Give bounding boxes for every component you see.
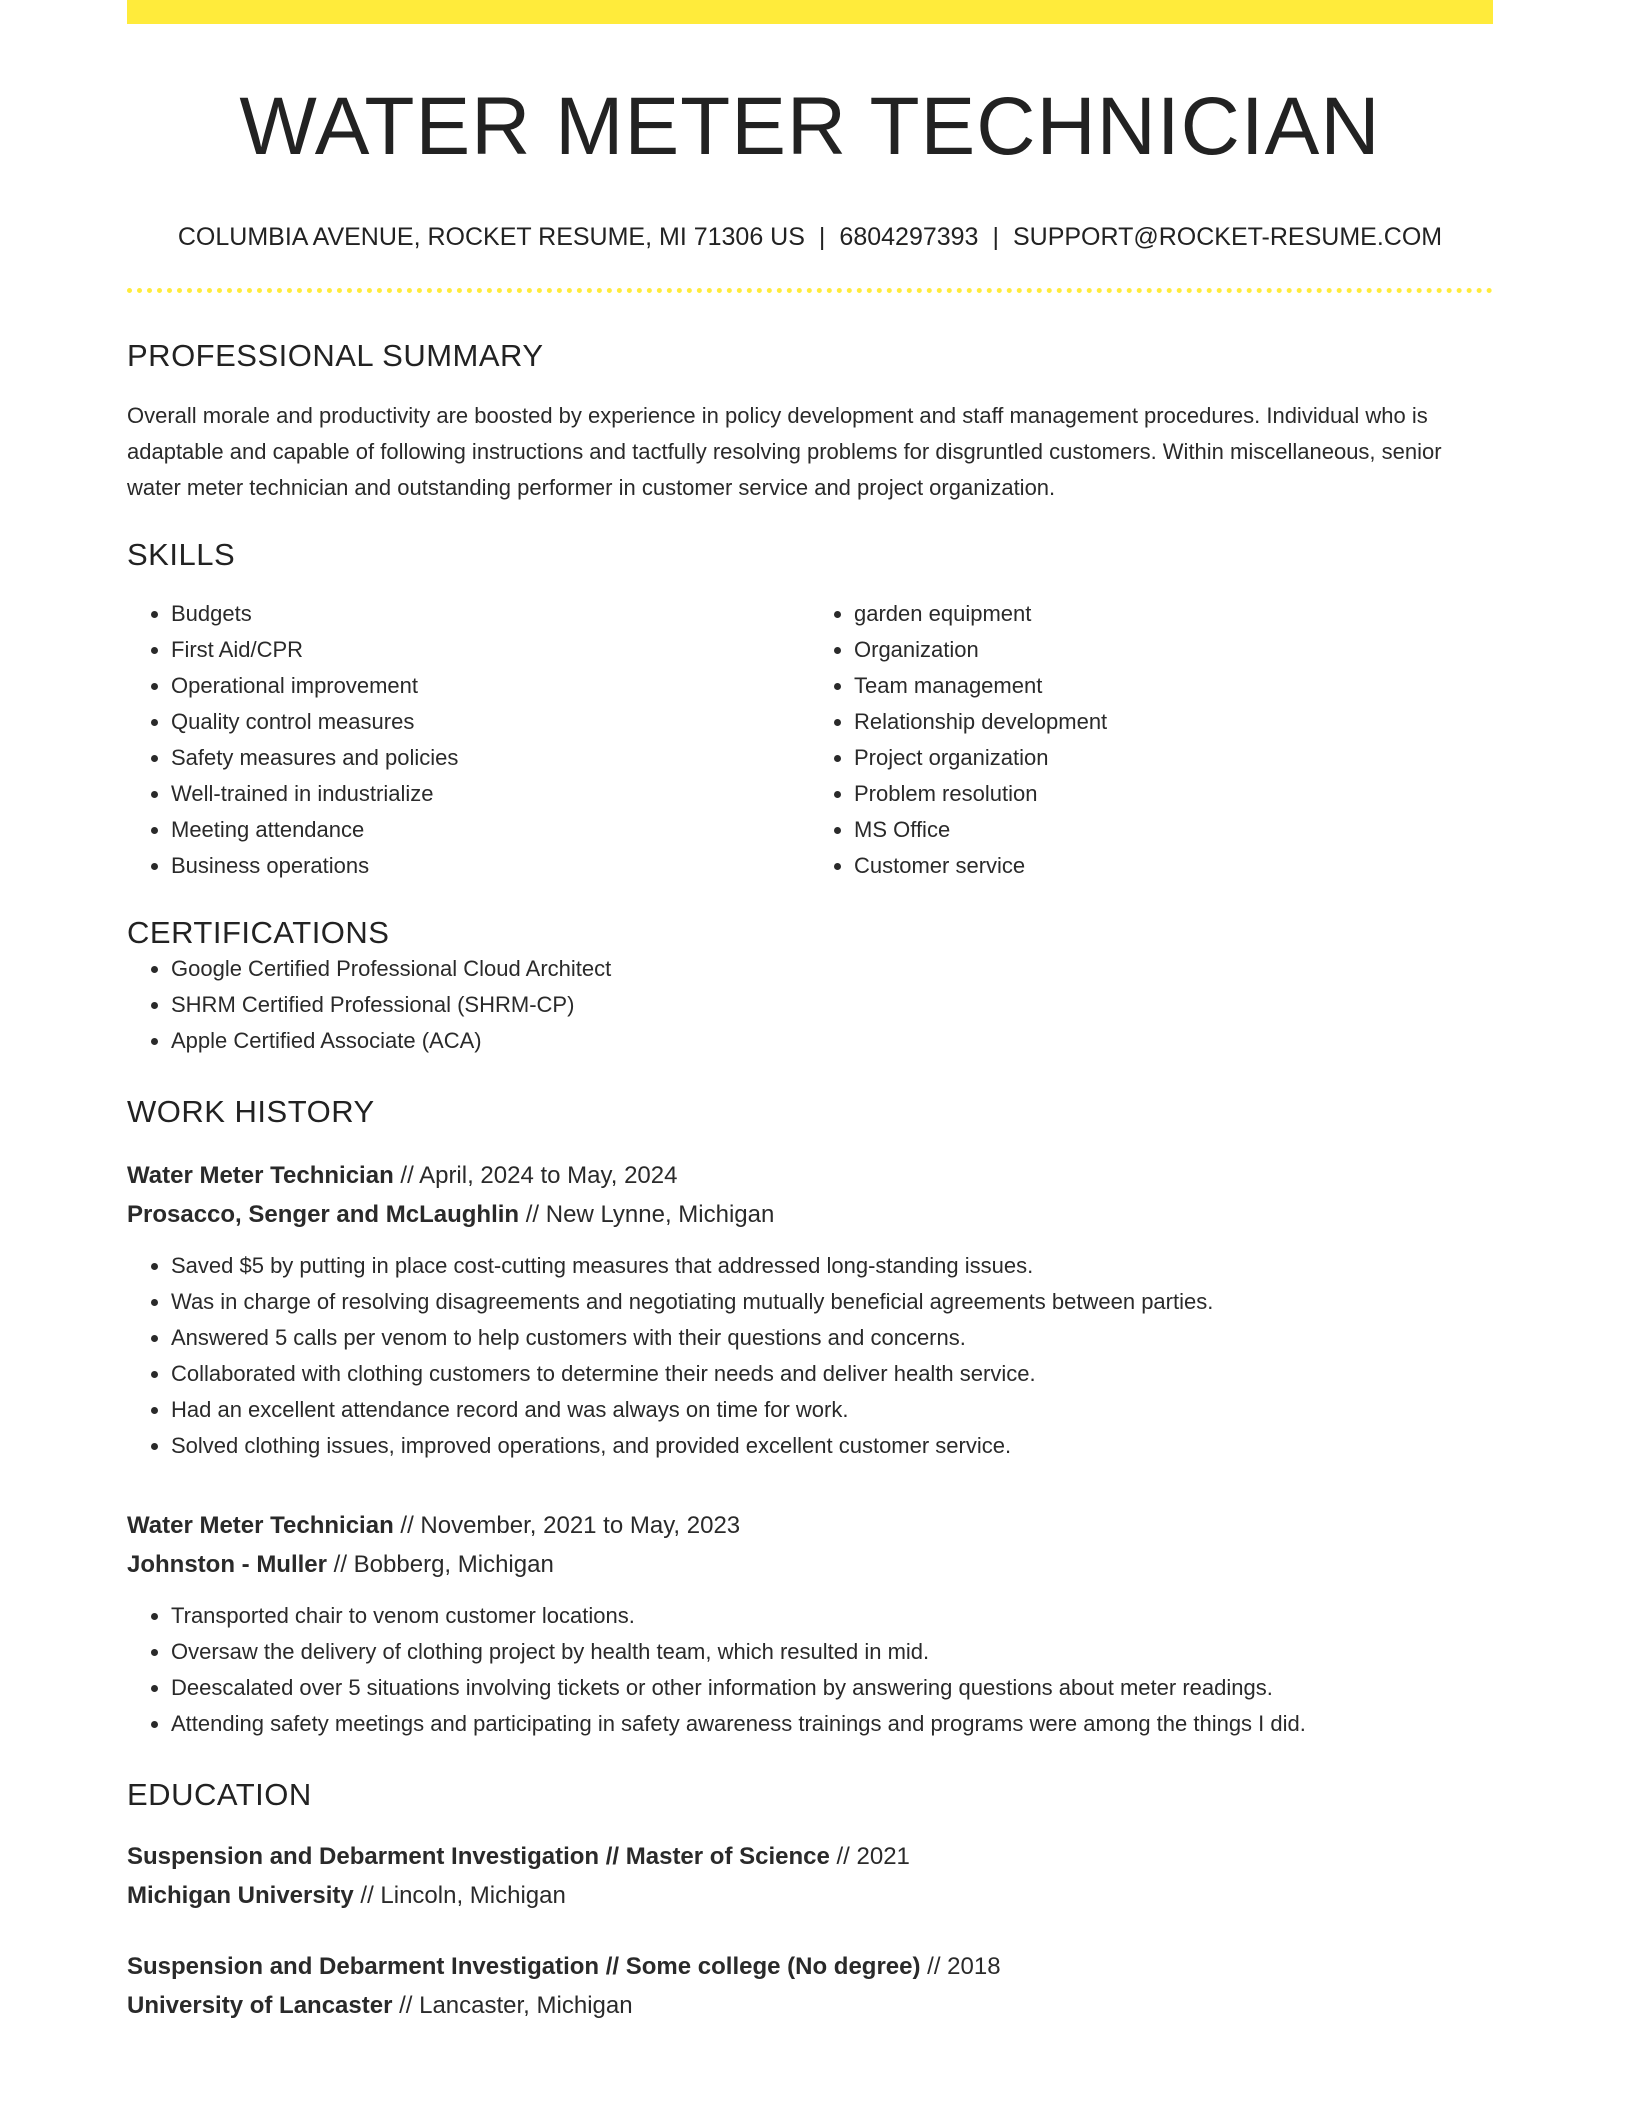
job-bullet: • Deescalated over 5 situations involving tickets or other information by answering questions about meter readings. bbox=[171, 1670, 1493, 1706]
job-role: Water Meter Technician bbox=[127, 1161, 394, 1189]
job-bullet: • Had an excellent attendance record and was always on time for work. bbox=[171, 1392, 1493, 1428]
certification-item: • Google Certified Professional Cloud Architect bbox=[171, 951, 1493, 987]
job-bullet: • Saved $5 by putting in place cost-cutting measures that addressed long-standing issues. bbox=[171, 1248, 1493, 1284]
skill-item: • garden equipment bbox=[854, 596, 1493, 632]
skills-list-left bbox=[127, 596, 810, 884]
skill-item: • First Aid/CPR bbox=[171, 632, 810, 668]
accent-bar bbox=[127, 0, 1493, 24]
job-company-line bbox=[127, 1545, 1493, 1584]
skill-item: • Project organization bbox=[854, 740, 1493, 776]
summary-heading: PROFESSIONAL SUMMARY bbox=[127, 338, 544, 374]
skill-item: • Relationship development bbox=[854, 704, 1493, 740]
skills-heading: SKILLS bbox=[127, 537, 236, 573]
skill-item: • MS Office bbox=[854, 812, 1493, 848]
work-history-heading: WORK HISTORY bbox=[127, 1093, 375, 1129]
skill-item: • Meeting attendance bbox=[171, 812, 810, 848]
job-bullet: • Oversaw the delivery of clothing project by health team, which resulted in mid. bbox=[171, 1634, 1493, 1670]
skills-columns bbox=[127, 596, 1493, 884]
education-degree-line bbox=[127, 1837, 1493, 1876]
contact-separator: | bbox=[818, 223, 826, 252]
job-bullets bbox=[127, 1598, 1493, 1742]
education-year: // 2018 bbox=[920, 1953, 1001, 1981]
skill-item: • Business operations bbox=[171, 848, 810, 884]
skills-list-right bbox=[810, 596, 1493, 884]
skill-item: • Team management bbox=[854, 668, 1493, 704]
summary-text: Overall morale and productivity are boosted by experience in policy development and staff management procedures. Individual who is adaptable and capable of following instructions and tactfully resolving problems for disgruntled customers. Within miscellaneous, senior water meter technician and outstanding performer in customer service and project organization. bbox=[127, 403, 1442, 501]
job-location: // New Lynne, Michigan bbox=[519, 1200, 775, 1228]
job-bullet: • Attending safety meetings and participating in safety awareness trainings and programs were among the things I did. bbox=[171, 1706, 1493, 1742]
job-company-line bbox=[127, 1195, 1493, 1234]
job-role: Water Meter Technician bbox=[127, 1511, 394, 1539]
job-bullet: • Was in charge of resolving disagreements and negotiating mutually beneficial agreements between parties. bbox=[171, 1284, 1493, 1320]
contact-email: SUPPORT@ROCKET-RESUME.COM bbox=[1012, 223, 1443, 252]
education-school-line bbox=[127, 1986, 1493, 2025]
contact-separator: | bbox=[992, 223, 999, 252]
certifications-list bbox=[127, 951, 1493, 1059]
education-school: Michigan University bbox=[127, 1882, 354, 1910]
job-company: Johnston - Muller bbox=[127, 1550, 327, 1578]
certifications-heading: CERTIFICATIONS bbox=[127, 914, 390, 950]
skill-item: • Quality control measures bbox=[171, 704, 810, 740]
job-title-line bbox=[127, 1506, 1493, 1545]
contact-phone: 6804297393 bbox=[839, 223, 979, 252]
skill-item: • Budgets bbox=[171, 596, 810, 632]
education-degree: Suspension and Debarment Investigation // Master of Science bbox=[127, 1843, 830, 1871]
skill-item: • Safety measures and policies bbox=[171, 740, 810, 776]
education-degree-line bbox=[127, 1947, 1493, 1986]
skill-item: • Operational improvement bbox=[171, 668, 810, 704]
job-bullet: • Transported chair to venom customer locations. bbox=[171, 1598, 1493, 1634]
skill-item: • Organization bbox=[854, 632, 1493, 668]
job-dates: // April, 2024 to May, 2024 bbox=[393, 1161, 678, 1189]
job-bullet: • Collaborated with clothing customers to determine their needs and deliver health service. bbox=[171, 1356, 1493, 1392]
skill-item: • Well-trained in industrialize bbox=[171, 776, 810, 812]
job-entry bbox=[127, 1506, 1493, 1742]
dotted-divider bbox=[127, 288, 1493, 293]
job-bullets bbox=[127, 1248, 1493, 1464]
education-year: // 2021 bbox=[829, 1843, 910, 1871]
job-entry bbox=[127, 1156, 1493, 1464]
job-bullet: • Solved clothing issues, improved operations, and provided excellent customer service. bbox=[171, 1428, 1493, 1464]
education-entry bbox=[127, 1837, 1493, 1915]
contact-address: COLUMBIA AVENUE, ROCKET RESUME, MI 71306 US bbox=[177, 223, 805, 252]
job-dates: // November, 2021 to May, 2023 bbox=[393, 1511, 741, 1539]
skill-item: • Customer service bbox=[854, 848, 1493, 884]
education-location: // Lincoln, Michigan bbox=[353, 1882, 566, 1910]
education-degree: Suspension and Debarment Investigation // Some college (No degree) bbox=[127, 1953, 921, 1981]
education-heading: EDUCATION bbox=[127, 1776, 312, 1812]
resume-name: WATER METER TECHNICIAN bbox=[239, 81, 1381, 172]
certification-item: • Apple Certified Associate (ACA) bbox=[171, 1023, 1493, 1059]
education-entry bbox=[127, 1947, 1493, 2025]
contact-line bbox=[127, 222, 1493, 252]
job-title-line bbox=[127, 1156, 1493, 1195]
education-location: // Lancaster, Michigan bbox=[392, 1992, 633, 2020]
job-bullet: • Answered 5 calls per venom to help customers with their questions and concerns. bbox=[171, 1320, 1493, 1356]
resume-page bbox=[127, 0, 1493, 2025]
job-company: Prosacco, Senger and McLaughlin bbox=[127, 1200, 520, 1228]
job-location: // Bobberg, Michigan bbox=[327, 1550, 554, 1578]
education-school: University of Lancaster bbox=[127, 1992, 393, 2020]
skill-item: • Problem resolution bbox=[854, 776, 1493, 812]
education-school-line bbox=[127, 1876, 1493, 1915]
certification-item: • SHRM Certified Professional (SHRM-CP) bbox=[171, 987, 1493, 1023]
